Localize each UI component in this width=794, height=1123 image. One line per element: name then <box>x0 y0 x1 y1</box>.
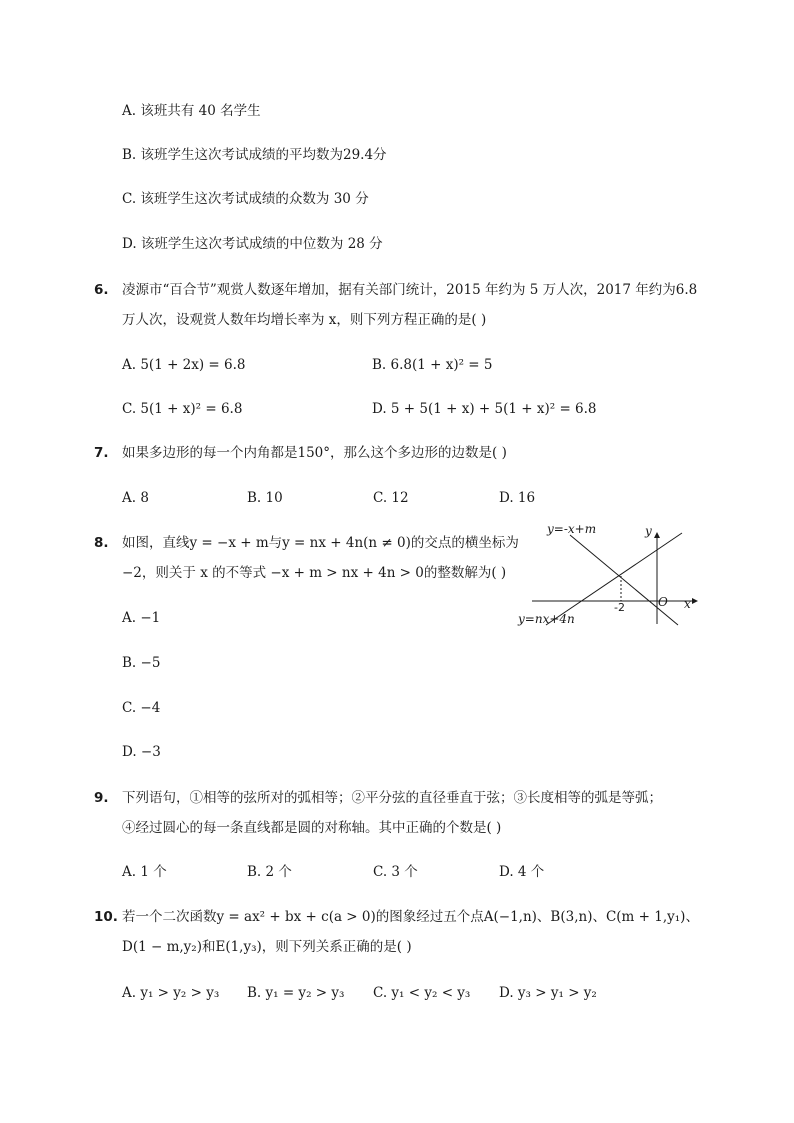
q10-option-a: A. y₁ > y₂ > y₃ <box>122 985 220 1001</box>
q7-number: 7. <box>94 445 109 461</box>
label-y-axis: y <box>645 524 652 538</box>
q6-option-a: A. 5(1 + 2x) = 6.8 <box>122 357 246 373</box>
q9-stem-line1: 下列语句，①相等的弦所对的弧相等；②平分弦的直径垂直于弦；③长度相等的弧是等弧； <box>122 790 662 806</box>
q7-stem-line1: 如果多边形的每一个内角都是150°，那么这个多边形的边数是( ) <box>122 445 507 461</box>
q9-option-b: B. 2 个 <box>247 864 292 880</box>
q9-option-a: A. 1 个 <box>122 864 167 880</box>
q8-stem-line2: −2，则关于 x 的不等式 −x + m > nx + 4n > 0的整数解为( ) <box>122 565 507 581</box>
q7-option-c: C. 12 <box>373 490 409 506</box>
q8-option-c: C. −4 <box>122 700 161 716</box>
q5-option-b: B. 该班学生这次考试成绩的平均数为29.4分 <box>122 147 387 163</box>
y-axis-arrow <box>654 532 660 538</box>
q10-stem-line2: D(1 − m,y₂)和E(1,y₃)，则下列关系正确的是( ) <box>122 939 412 955</box>
label-line2: y=nx+4n <box>518 612 575 626</box>
q8-option-b: B. −5 <box>122 655 161 671</box>
q9-option-c: C. 3 个 <box>373 864 418 880</box>
q6-option-b: B. 6.8(1 + x)² = 5 <box>372 357 493 373</box>
q9-option-d: D. 4 个 <box>499 864 545 880</box>
q10-number: 10. <box>94 909 118 925</box>
label-x-axis: x <box>684 597 691 611</box>
q8-number: 8. <box>94 535 109 551</box>
q7-option-a: A. 8 <box>122 490 149 506</box>
q6-option-d: D. 5 + 5(1 + x) + 5(1 + x)² = 6.8 <box>372 401 597 417</box>
q7-option-d: D. 16 <box>499 490 536 506</box>
q5-option-c: C. 该班学生这次考试成绩的众数为 30 分 <box>122 191 369 207</box>
label-line1: y=-x+m <box>547 522 597 536</box>
q8-stem-line1: 如图，直线y = −x + m与y = nx + 4n(n ≠ 0)的交点的横坐标为 <box>122 535 519 551</box>
q10-option-d: D. y₃ > y₁ > y₂ <box>499 985 597 1001</box>
q6-stem-line1: 凌源市“百合节”观赏人数逐年增加，据有关部门统计，2015 年约为 5 万人次，2017 年约为6.8 <box>122 282 698 298</box>
q5-option-d: D. 该班学生这次考试成绩的中位数为 28 分 <box>122 236 383 252</box>
q10-option-b: B. y₁ = y₂ > y₃ <box>247 985 345 1001</box>
x-axis-arrow <box>692 598 698 604</box>
q6-option-c: C. 5(1 + x)² = 6.8 <box>122 401 243 417</box>
q8-graph <box>514 518 704 630</box>
q10-stem-line1: 若一个二次函数y = ax² + bx + c(a > 0)的图象经过五个点A(−1,n)、B(3,n)、C(m + 1,y₁)、 <box>122 909 699 925</box>
label-origin: O <box>658 595 668 609</box>
q9-stem-line2: ④经过圆心的每一条直线都是圆的对称轴。其中正确的个数是( ) <box>122 820 502 836</box>
q8-option-a: A. −1 <box>122 610 161 626</box>
q8-option-d: D. −3 <box>122 744 161 760</box>
q7-option-b: B. 10 <box>247 490 283 506</box>
q9-number: 9. <box>94 790 109 806</box>
q6-stem-line2: 万人次，设观赏人数年均增长率为 x，则下列方程正确的是( ) <box>122 312 487 328</box>
q5-option-a: A. 该班共有 40 名学生 <box>122 103 261 119</box>
q6-number: 6. <box>94 282 109 298</box>
label-tick-neg2: -2 <box>614 601 625 614</box>
q10-option-c: C. y₁ < y₂ < y₃ <box>373 985 471 1001</box>
